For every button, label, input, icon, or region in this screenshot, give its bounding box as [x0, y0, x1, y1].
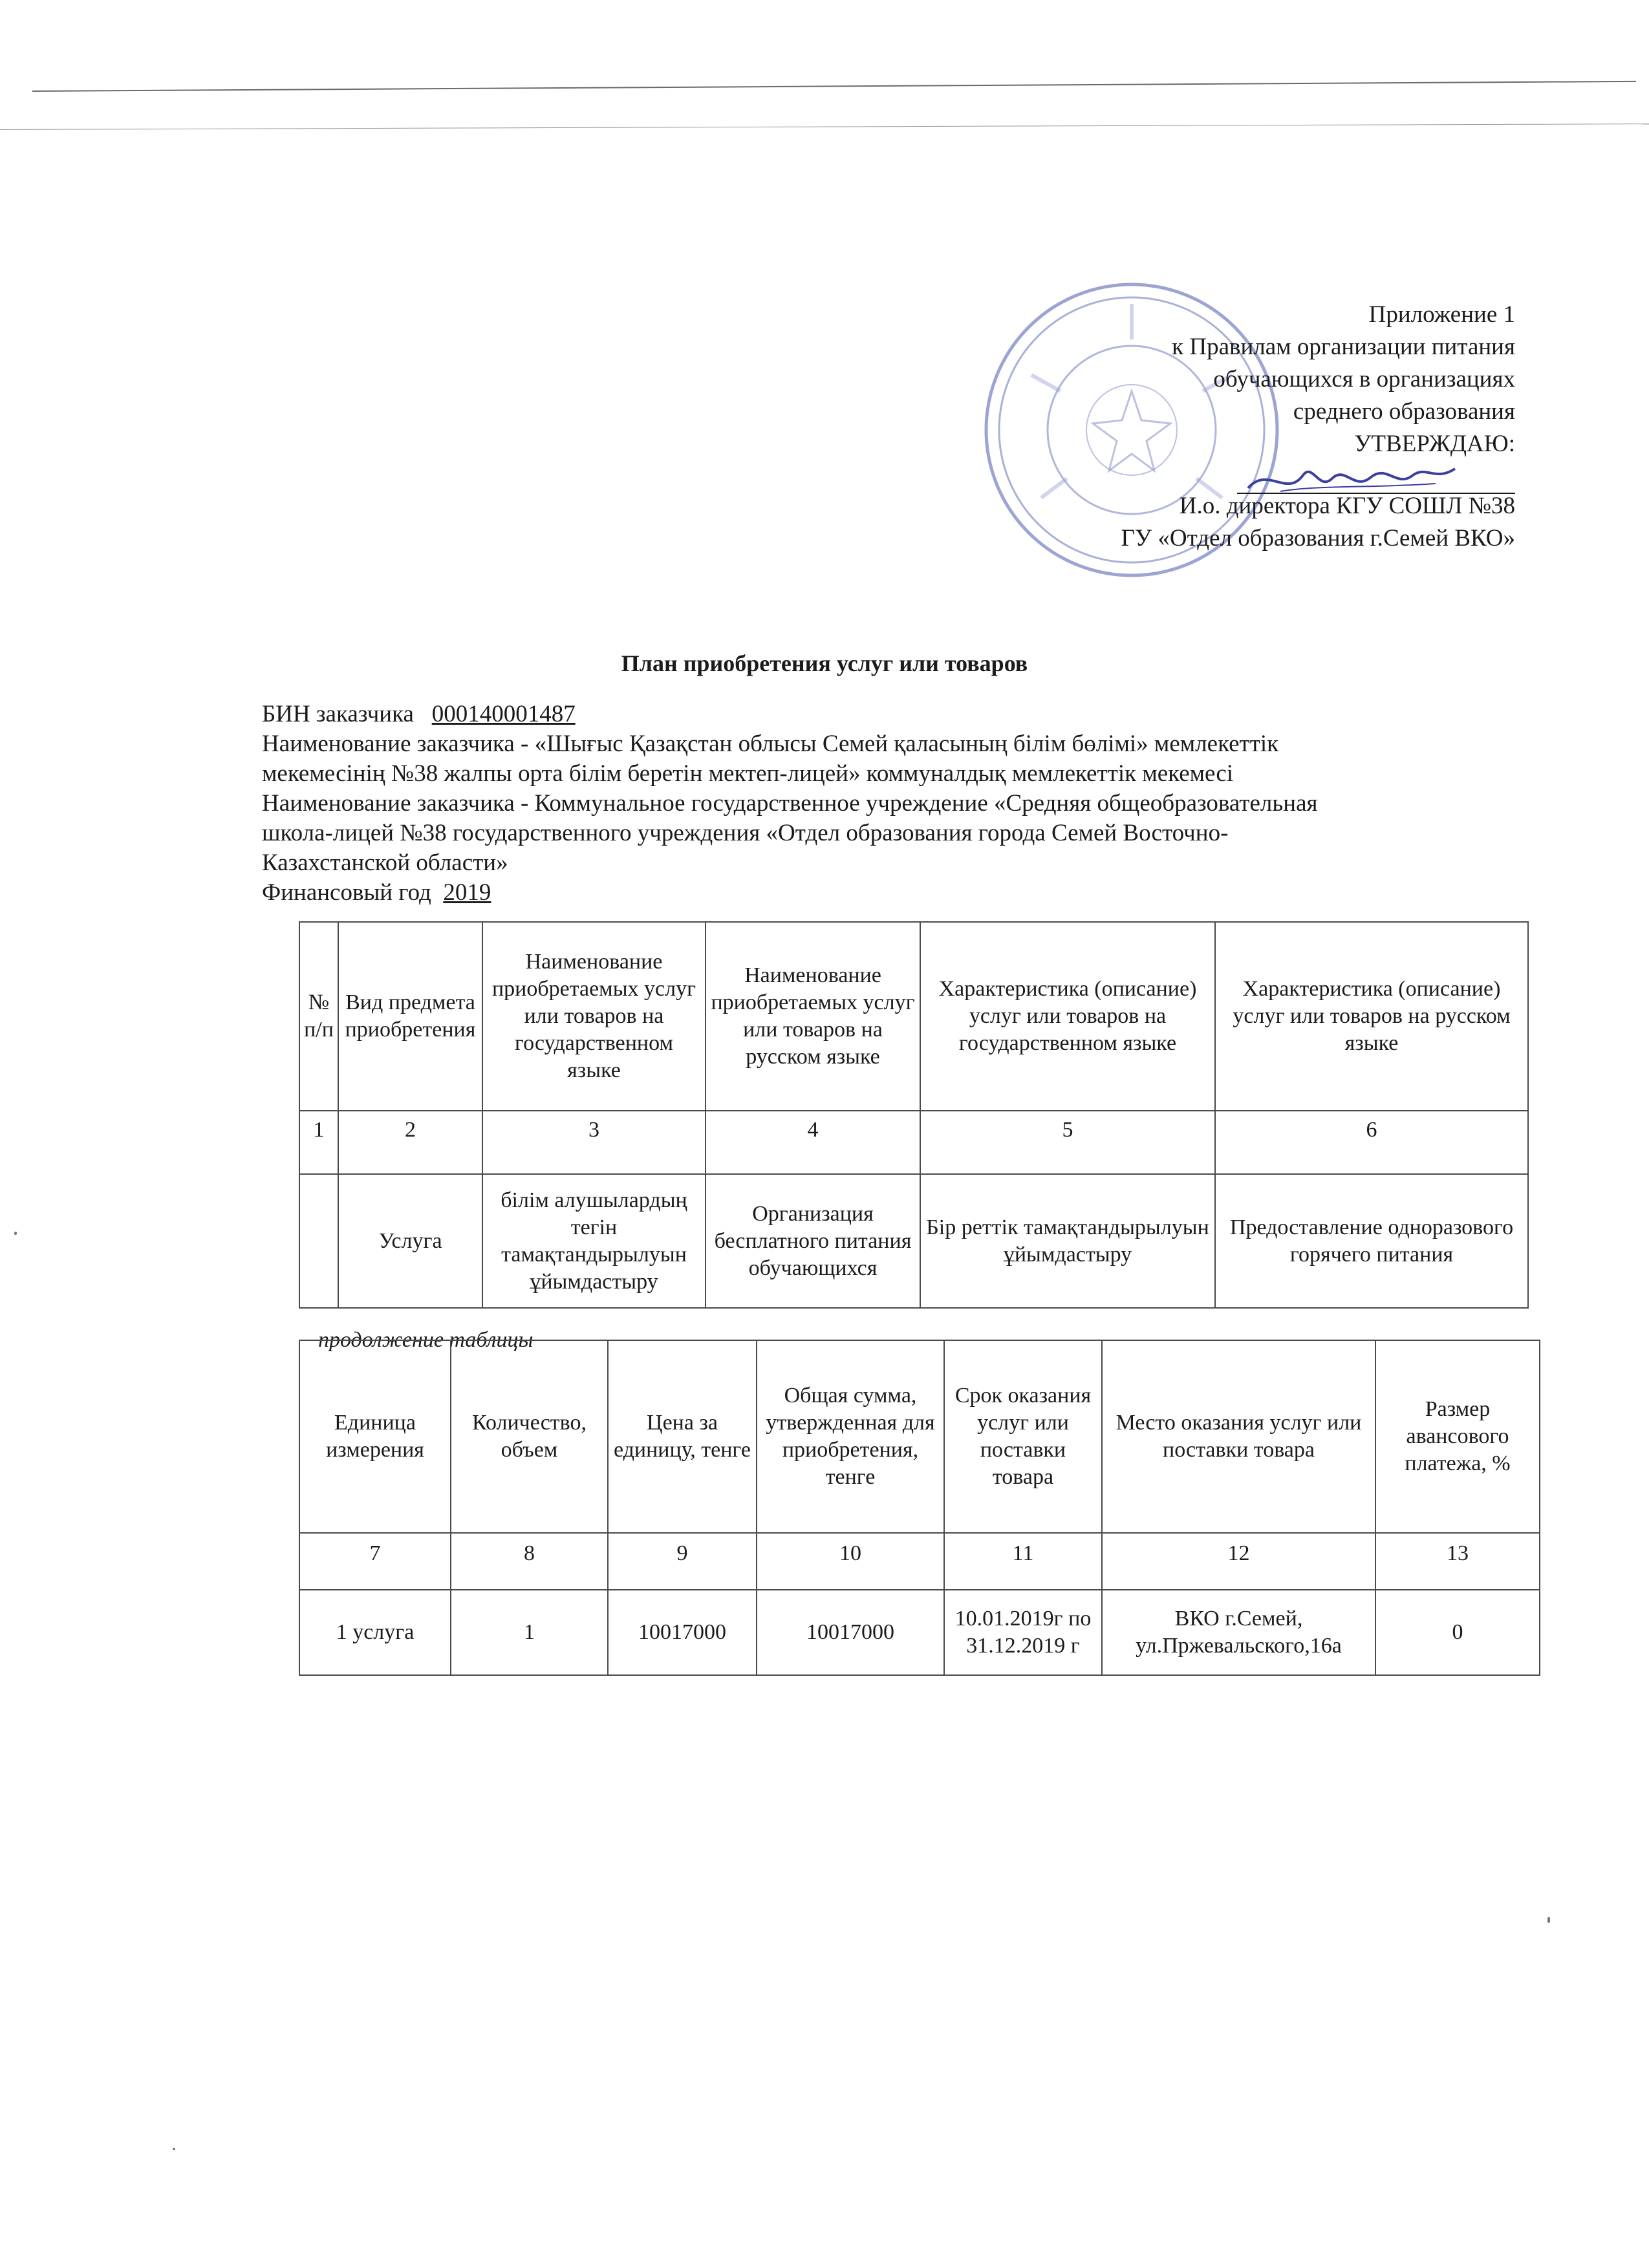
- table-continuation-note: продолжение таблицы: [318, 1328, 534, 1352]
- header-cell: Количество, объем: [451, 1340, 608, 1533]
- table-cell: 1 услуга: [299, 1590, 451, 1675]
- department-name: ГУ «Отдел образования г.Семей ВКО»: [1121, 525, 1515, 551]
- header-cell: Общая сумма, утвержденная для приобретения, тенге: [757, 1340, 944, 1533]
- column-number: 11: [944, 1533, 1102, 1590]
- approval-header: [933, 299, 1515, 555]
- header-cell: Размер авансового платежа, %: [1375, 1340, 1540, 1533]
- purchase-plan-table-part-1: [299, 921, 1529, 1309]
- table-cell: 0: [1375, 1590, 1540, 1675]
- column-number: 3: [482, 1111, 706, 1174]
- bin-line: [262, 700, 1542, 729]
- column-number: 9: [608, 1533, 757, 1590]
- scan-speck: [14, 1232, 17, 1235]
- table-cell: Бір реттік тамақтандырылуын ұйымдастыру: [920, 1174, 1215, 1308]
- column-number-row: [299, 1533, 1540, 1590]
- rules-line-2: обучающихся в организациях: [1213, 366, 1515, 392]
- fin-year-label: Финансовый год: [262, 879, 431, 906]
- table-cell: Услуга: [338, 1174, 482, 1308]
- table-cell: Организация бесплатного питания обучающихся: [706, 1174, 920, 1308]
- header-cell: Наименование приобретаемых услуг или товаров на русском языке: [706, 922, 920, 1111]
- column-number: 1: [299, 1111, 338, 1174]
- scan-line-top: [32, 81, 1636, 92]
- header-cell: Цена за единицу, тенге: [608, 1340, 757, 1533]
- fin-year-value: 2019: [443, 879, 491, 906]
- table-header-row: [299, 1340, 1540, 1533]
- table-row: [299, 1174, 1528, 1308]
- rules-line-3: среднего образования: [1293, 398, 1515, 425]
- column-number: 4: [706, 1111, 920, 1174]
- column-number: 2: [338, 1111, 482, 1174]
- director-position: И.о. директора КГУ СОШЛ №38: [1179, 493, 1515, 519]
- header-cell: Срок оказания услуг или поставки товара: [944, 1340, 1102, 1533]
- fin-year-line: [262, 878, 1542, 908]
- column-number: 12: [1102, 1533, 1375, 1590]
- header-cell: Наименование приобретаемых услуг или товаров на государственном языке: [482, 922, 706, 1111]
- table-cell: 1: [451, 1590, 608, 1675]
- table-cell: Предоставление одноразового горячего питания: [1215, 1174, 1528, 1308]
- header-cell: № п/п: [299, 922, 338, 1111]
- column-number: 7: [299, 1533, 451, 1590]
- header-cell: Характеристика (описание) услуг или товаров на русском языке: [1215, 922, 1528, 1111]
- signature-line: [1237, 460, 1515, 494]
- table-cell: [299, 1174, 338, 1308]
- customer-name-ru-line-2: школа-лицей №38 государственного учреждения «Отдел образования города Семей Восточно-: [262, 820, 1229, 846]
- customer-info: [262, 700, 1542, 908]
- column-number-row: [299, 1111, 1528, 1174]
- column-number: 10: [757, 1533, 944, 1590]
- customer-name-kz-line-2: мекемесінің №38 жалпы орта білім беретін мектеп-лицей» коммуналдық мемлекеттік мекемесі: [262, 760, 1234, 787]
- table-row: [299, 1590, 1540, 1675]
- column-number: 13: [1375, 1533, 1540, 1590]
- column-number: 5: [920, 1111, 1215, 1174]
- scan-speck: [173, 2148, 175, 2150]
- bin-value: 000140001487: [431, 701, 576, 727]
- appendix-label: Приложение 1: [1368, 301, 1515, 328]
- scan-speck: [1547, 1917, 1550, 1923]
- rules-line-1: к Правилам организации питания: [1172, 334, 1515, 360]
- bin-label: БИН заказчика: [262, 701, 414, 727]
- column-number: 8: [451, 1533, 608, 1590]
- table-cell: ВКО г.Семей, ул.Пржевальского,16а: [1102, 1590, 1375, 1675]
- header-cell: Единица измерения: [299, 1340, 451, 1533]
- table-cell: 10.01.2019г по 31.12.2019 г: [944, 1590, 1102, 1675]
- scan-line-second: [0, 123, 1649, 130]
- document-title: План приобретения услуг или товаров: [621, 650, 1028, 676]
- customer-name-ru-line-3: Казахстанской области»: [262, 850, 508, 876]
- column-number: 6: [1215, 1111, 1528, 1174]
- customer-name-ru-line-1: Наименование заказчика - Коммунальное государственное учреждение «Средняя общеобразовательная: [262, 790, 1318, 817]
- approve-label: УТВЕРЖДАЮ:: [1354, 431, 1515, 457]
- header-cell: Характеристика (описание) услуг или товаров на государственном языке: [920, 922, 1215, 1111]
- header-cell: Вид предмета приобретения: [338, 922, 482, 1111]
- table-cell: 10017000: [608, 1590, 757, 1675]
- table-cell: 10017000: [757, 1590, 944, 1675]
- header-cell: Место оказания услуг или поставки товара: [1102, 1340, 1375, 1533]
- purchase-plan-table-part-2: [299, 1340, 1540, 1676]
- table-header-row: [299, 922, 1528, 1111]
- table-cell: білім алушылардың тегін тамақтандырылуын ұйымдастыру: [482, 1174, 706, 1308]
- customer-name-kz-line-1: Наименование заказчика - «Шығыс Қазақстан облысы Семей қаласының білім бөлімі» мемлекеттік: [262, 731, 1279, 757]
